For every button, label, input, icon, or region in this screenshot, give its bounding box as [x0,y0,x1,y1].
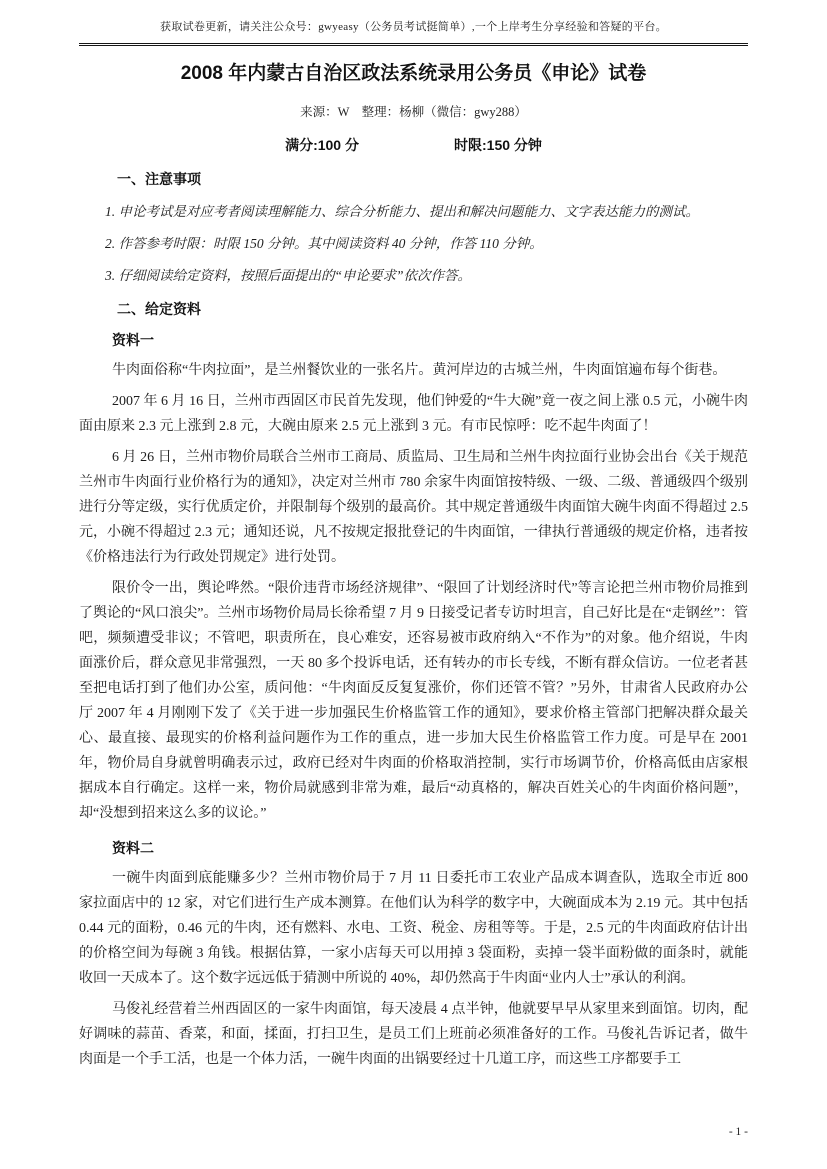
notice-item-2: 2. 作答参考时限：时限 150 分钟。其中阅读资料 40 分钟，作答 110 分钟。 [105,236,543,251]
full-score-label: 满分:100 分 [285,137,359,153]
page-number: - 1 - [728,1126,748,1138]
page-title: 2008 年内蒙古自治区政法系统录用公务员《申论》试卷 [180,63,647,84]
header-notice: 获取试卷更新，请关注公众号：gwyeasy（公务员考试挺简单）,一个上岸考生分享经验和答疑的平台。 [160,21,667,33]
source-line: 来源：W 整理：杨柳（微信：gwy288） [300,105,527,119]
score-time-line [79,136,748,154]
material-2-paragraph-2: 马俊礼经营着兰州西固区的一家牛肉面馆，每天凌晨 4 点半钟，他就要早早从家里来到面馆。切肉，配好调味的蒜苗、香菜，和面，揉面，打扫卫生，是员工们上班前必须准备好的工作。马俊礼告诉记者，做牛肉面是一个手工活，也是一个体力活，一碗牛肉面的出锅要经过十几道工序，而这些工序都要手工 [79,1002,748,1067]
material-1-paragraph-4: 限价令一出，舆论哗然。“限价违背市场经济规律”、“限回了计划经济时代”等言论把兰州市物价局推到了舆论的“风口浪尖”。兰州市场物价局局长徐希望 7 月 9 日接受记者专访时坦言，自己好比是在“走钢丝”：管吧，频频遭受非议；不管吧，职责所在，良心难安，还容易被市政府纳入“不作为”的对象。他介绍说，牛肉面涨价后，群众意见非常强烈，一天 80 多个投诉电话，还有转办的市长专线，不断有群众信访。一位老者甚至把电话打到了他们办公室，质问他：“牛肉面反反复复涨价，你们还管不管？”另外，甘肃省人民政府办公厅 2007 年 4 月刚刚下发了《关于进一步加强民生价格监管工作的通知》，要求价格主管部门把解决群众最关心、最直接、最现实的价格利益问题作为工作的重点，进一步加大民生价格监管工作力度。可是早在 2001 年，物价局自身就曾明确表示过，政府已经对牛肉面的价格取消控制，实行市场调节价，价格高低由店家根据成本自行确定。这样一来，物价局就感到非常为难，最后“动真格的，解决百姓关心的牛肉面价格问题”，却“没想到招来这么多的议论。” [79,581,748,821]
material-1-paragraph-1: 牛肉面俗称“牛肉拉面”，是兰州餐饮业的一张名片。黄河岸边的古城兰州，牛肉面馆遍布每个街巷。 [112,363,727,378]
material-1-paragraph-3: 6 月 26 日，兰州市物价局联合兰州市工商局、质监局、卫生局和兰州牛肉拉面行业协会出台《关于规范兰州市牛肉面行业价格行为的通知》，决定对兰州市 780 余家牛肉面馆按特级、一级、二级、普通级四个级别进行分等定级，实行优质定价，并限制每个级别的最高价。其中规定普通级牛肉面馆大碗牛肉面不得超过 2.5 元，小碗不得超过 2.3 元；通知还说，凡不按规定报批登记的牛肉面馆，一律执行普通级的规定价格，违者按《价格违法行为行政处罚规定》进行处罚。 [79,450,748,565]
notice-item-3: 3. 仔细阅读给定资料，按照后面提出的“申论要求”依次作答。 [105,268,472,283]
notice-section-heading: 一、注意事项 [117,171,201,187]
notice-item-1: 1. 申论考试是对应考者阅读理解能力、综合分析能力、提出和解决问题能力、文字表达能力的测试。 [105,204,699,219]
material-2-paragraph-1: 一碗牛肉面到底能赚多少？兰州市物价局于 7 月 11 日委托市工农业产品成本调查队，选取全市近 800 家拉面店中的 12 家，对它们进行生产成本测算。在他们认为科学的数字中，大碗面成本为 2.19 元。其中包括 0.44 元的面粉，0.46 元的牛肉，还有燃料、水电、工资、税金、房租等等。于是，2.5 元的牛肉面政府估计出的价格空间为每碗 3 角钱。根据估算，一家小店每天可以用掉 3 袋面粉，卖掉一袋半面粉做的面条时，就能收回一天成本了。这个数字远远低于猜测中所说的 40%，却仍然高于牛肉面“业内人士”承认的利润。 [79,871,748,986]
page-header [79,18,748,46]
material-2-label: 资料二 [112,840,154,856]
time-limit-label: 时限:150 分钟 [454,137,542,153]
header-divider [79,43,748,46]
material-1-label: 资料一 [112,332,154,348]
material-1-paragraph-2: 2007 年 6 月 16 日，兰州市西固区市民首先发现，他们钟爱的“牛大碗”竟一夜之间上涨 0.5 元，小碗牛肉面由原来 2.3 元上涨到 2.8 元，大碗由原来 2.5 元上涨到 3 元。有市民惊呼：吃不起牛肉面了！ [79,394,748,434]
materials-section-heading: 二、给定资料 [117,301,201,317]
